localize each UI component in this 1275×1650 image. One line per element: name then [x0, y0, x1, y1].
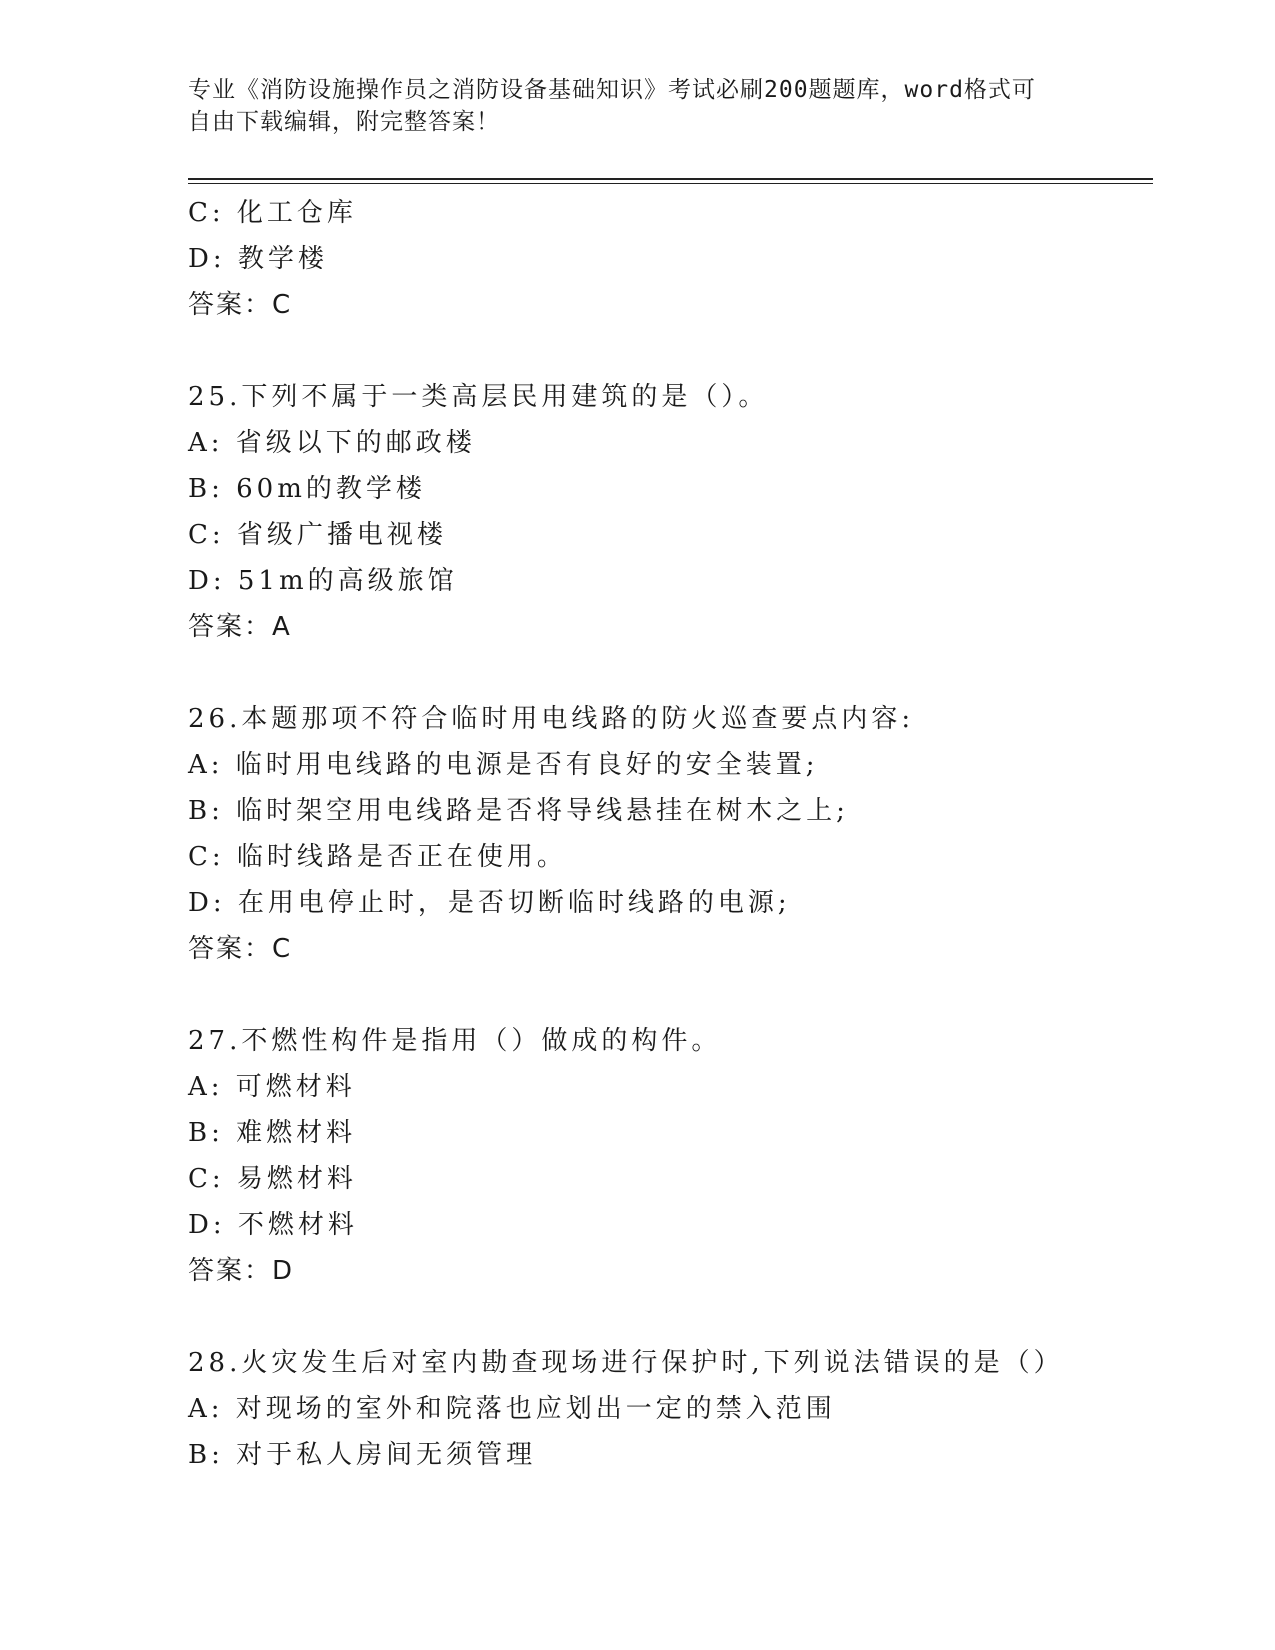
option-d: D: 教学楼 — [188, 244, 328, 274]
question-list — [188, 190, 1148, 1478]
option-d: D: 51m的高级旅馆 — [188, 566, 458, 596]
option-a: A: 可燃材料 — [188, 1072, 356, 1102]
option-c: C: 临时线路是否正在使用。 — [188, 842, 567, 872]
question-stem-25: 25.下列不属于一类高层民用建筑的是（）。 — [188, 382, 769, 412]
option-c: C: 省级广播电视楼 — [188, 520, 447, 550]
question-stem-27: 27.不燃性构件是指用（）做成的构件。 — [188, 1026, 722, 1056]
option-b: B: 60m的教学楼 — [188, 474, 426, 504]
option-a: A: 省级以下的邮政楼 — [188, 428, 476, 458]
question-stem-26: 26.本题那项不符合临时用电线路的防火巡查要点内容: — [188, 704, 915, 734]
option-b: B: 对于私人房间无须管理 — [188, 1440, 537, 1470]
question-stem-28: 28.火灾发生后对室内勘查现场进行保护时,下列说法错误的是（） — [188, 1348, 1064, 1378]
option-d: D: 在用电停止时，是否切断临时线路的电源; — [188, 888, 791, 918]
option-d: D: 不燃材料 — [188, 1210, 358, 1240]
answer-line: 答案：D — [188, 1256, 295, 1286]
header-line-1: 专业《消防设施操作员之消防设备基础知识》考试必刷200题题库，word格式可 — [188, 77, 1036, 103]
answer-line: 答案：C — [188, 934, 293, 964]
option-a: A: 对现场的室外和院落也应划出一定的禁入范围 — [188, 1394, 836, 1424]
header-divider-thin — [188, 183, 1153, 184]
header-divider-thick — [188, 178, 1153, 180]
option-c: C: 化工仓库 — [188, 198, 357, 228]
option-a: A: 临时用电线路的电源是否有良好的安全装置; — [188, 750, 819, 780]
option-b: B: 难燃材料 — [188, 1118, 357, 1148]
option-b: B: 临时架空用电线路是否将导线悬挂在树木之上; — [188, 796, 849, 826]
answer-line: 答案：C — [188, 290, 293, 320]
answer-line: 答案：A — [188, 612, 292, 642]
header-line-2: 自由下载编辑，附完整答案！ — [188, 109, 500, 135]
document-header — [188, 74, 1068, 138]
option-c: C: 易燃材料 — [188, 1164, 357, 1194]
